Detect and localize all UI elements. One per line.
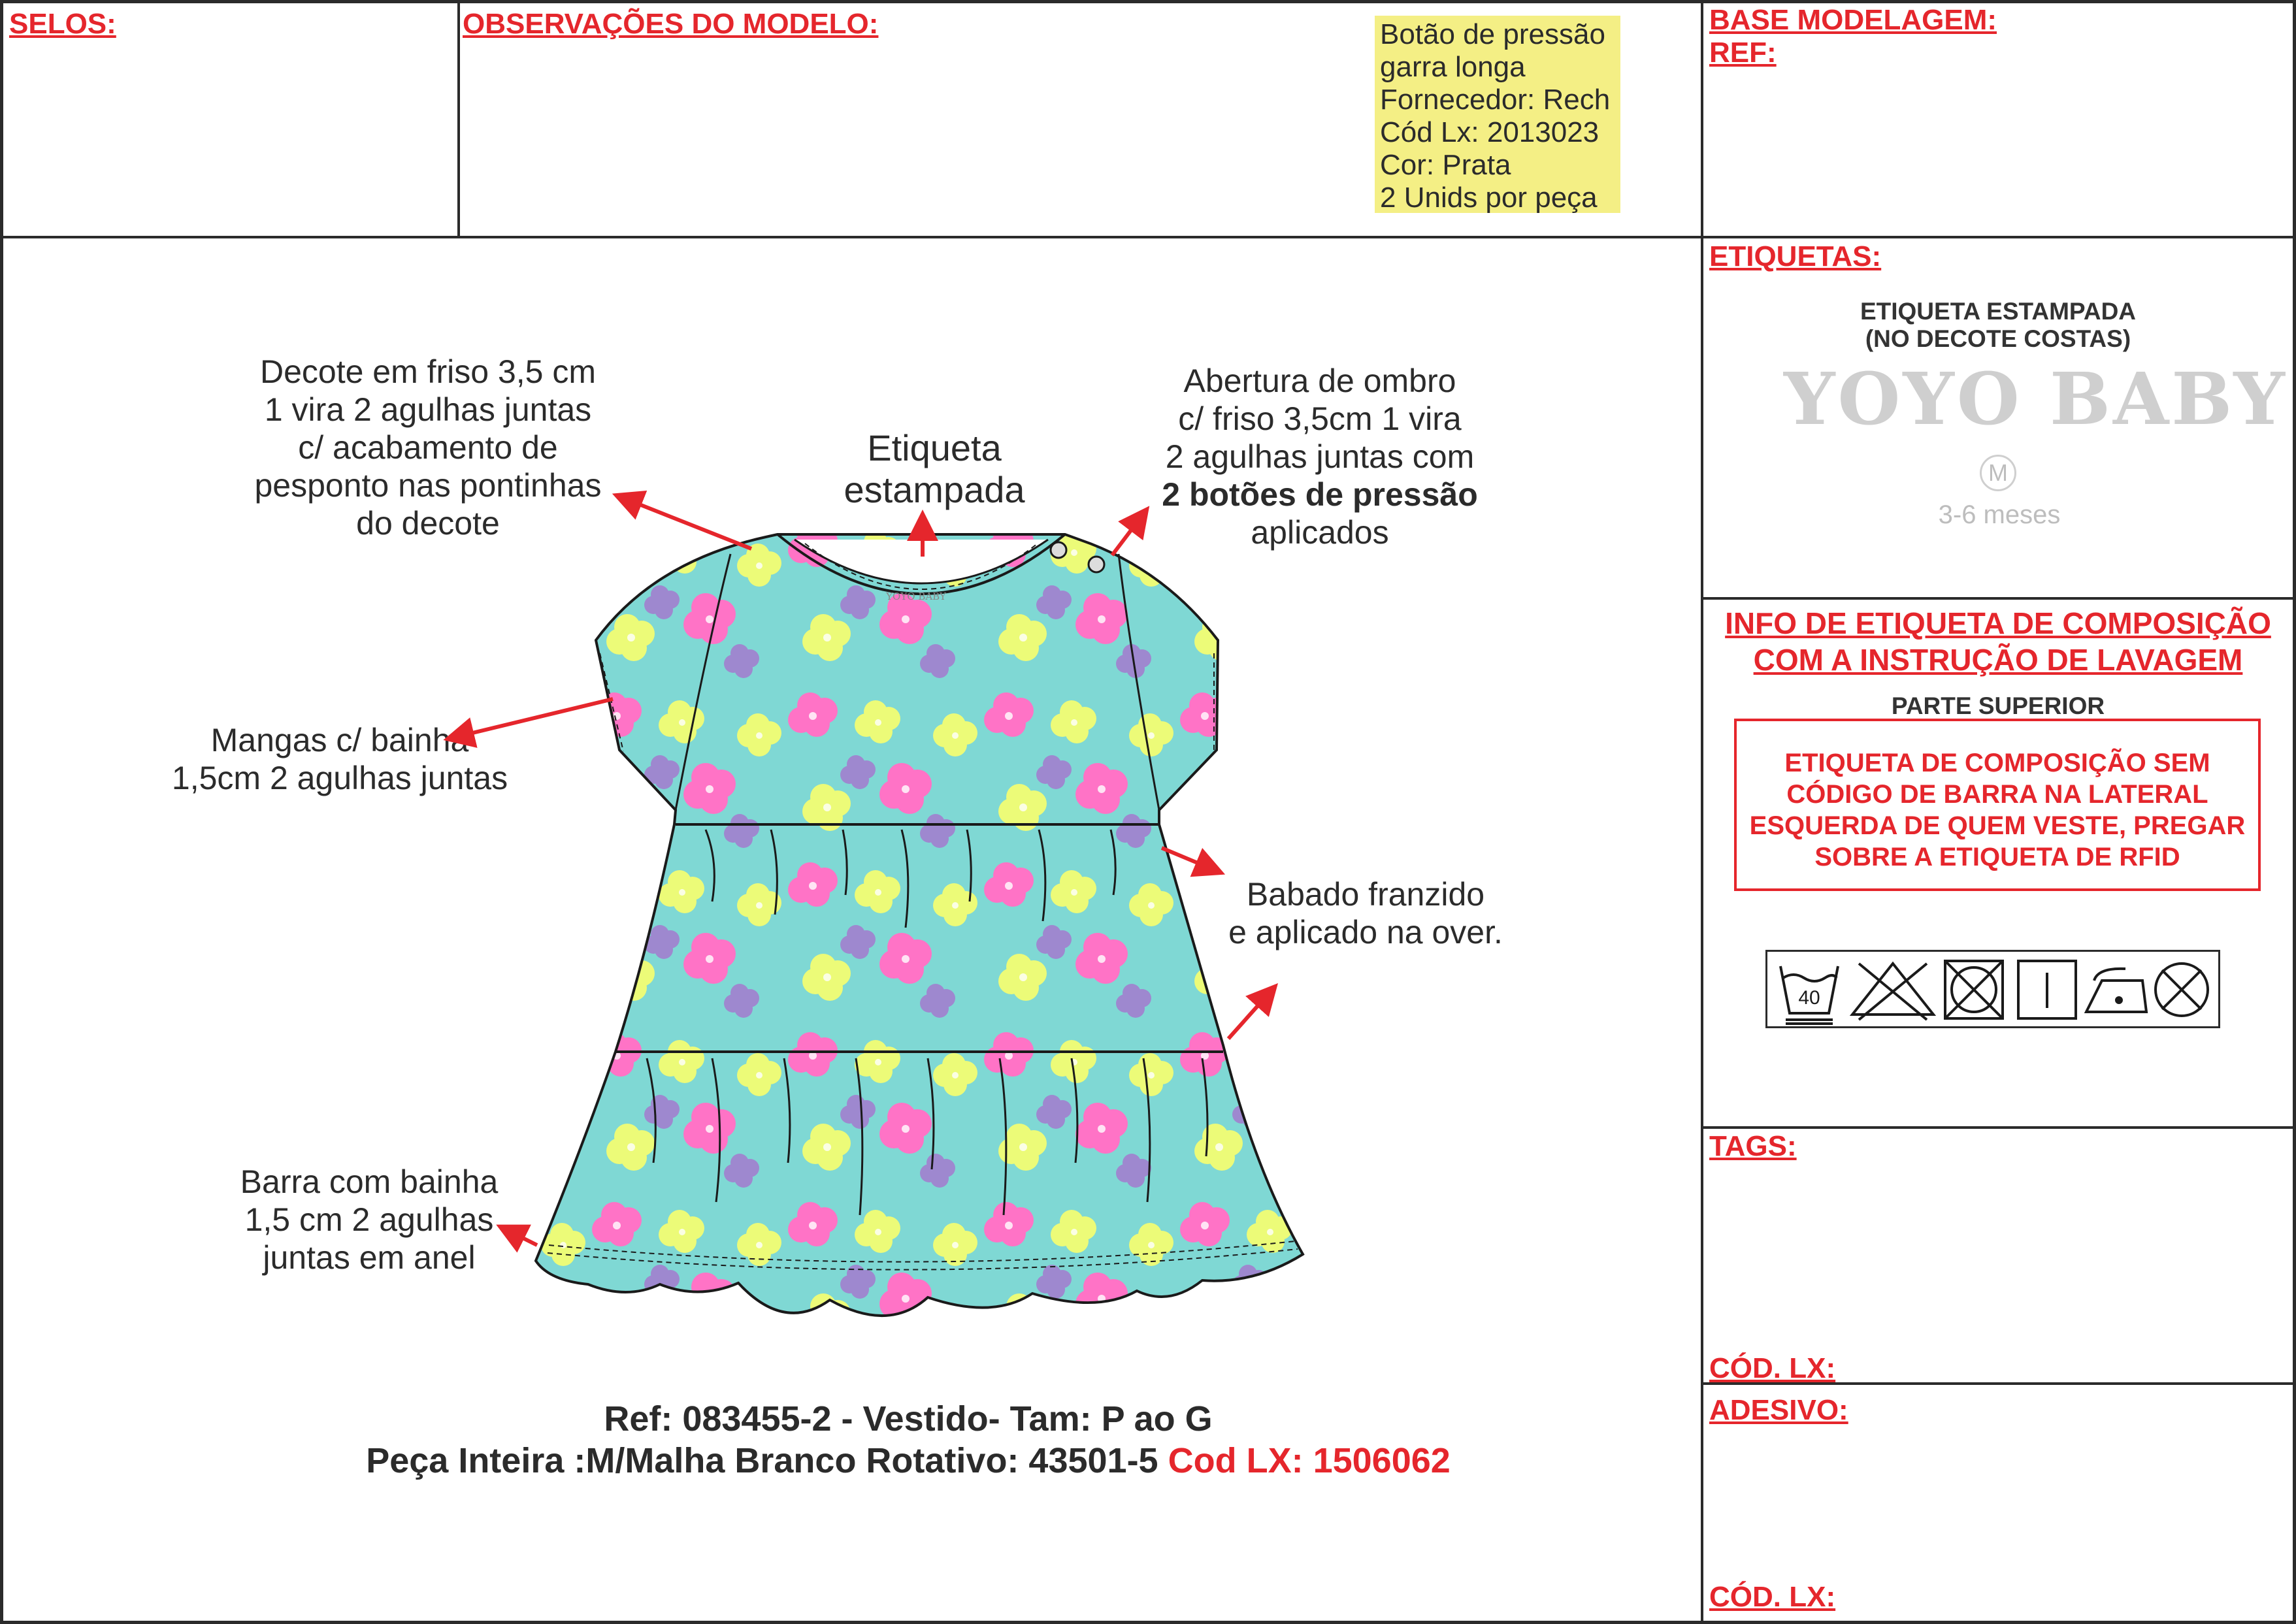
divider-composition — [1701, 1126, 2296, 1129]
barra-annotation: Barra com bainha 1,5 cm 2 agulhas juntas em anel — [240, 1163, 499, 1276]
footer-line-2: Peça Inteira :M/Malha Branco Rotativo: 43501-5 Cod LX: 1506062 — [366, 1441, 1451, 1480]
note-line: Botão de pressão — [1380, 18, 1605, 50]
iron-low-icon — [2086, 969, 2146, 1012]
snap-button-icon — [1089, 557, 1104, 572]
abertura-annotation: Abertura de ombro c/ friso 3,5cm 1 vira 2 agulhas juntas com 2 botões de pressão aplicados — [1162, 363, 1478, 551]
snap-button-icon — [1051, 542, 1066, 558]
ref-label: REF: — [1709, 37, 1777, 69]
tags-label: TAGS: — [1709, 1130, 1797, 1162]
no-bleach-icon — [1852, 964, 1933, 1020]
size-range: 3-6 meses — [1938, 500, 2061, 529]
footer-line-1: Ref: 083455-2 - Vestido- Tam: P ao G — [604, 1399, 1213, 1438]
note-line: garra longa — [1380, 51, 1526, 83]
wash-temp: 40 — [1798, 987, 1820, 1009]
selos-label: SELOS: — [9, 8, 116, 40]
composition-title: INFO DE ETIQUETA DE COMPOSIÇÃO COM A INSTRUÇÃO DE LAVAGEM — [1725, 606, 2271, 677]
border-bottom — [0, 1621, 2296, 1624]
etiquetas-label: ETIQUETAS: — [1709, 240, 1882, 272]
note-line: Fornecedor: Rech — [1380, 84, 1611, 116]
divider-etiquetas — [1701, 597, 2296, 600]
etiqueta-annotation: Etiqueta estampada — [844, 427, 1025, 510]
divider-right-panel — [1701, 0, 1703, 1624]
adesivo-label: ADESIVO: — [1709, 1394, 1848, 1426]
cod-lx-label-2: CÓD. LX: — [1709, 1581, 1836, 1613]
observacoes-label: OBSERVAÇÕES DO MODELO: — [463, 8, 879, 40]
base-modelagem-label: BASE MODELAGEM: — [1709, 4, 1997, 36]
size-letter: M — [1980, 455, 2016, 491]
no-dry-clean-icon — [2156, 964, 2208, 1016]
note-line: Cor: Prata — [1380, 149, 1511, 181]
neck-label: YOYO BABY — [886, 591, 946, 602]
brand-logo: YOYO BABY — [1784, 357, 2288, 441]
etiqueta-estampada-heading: ETIQUETA ESTAMPADA (NO DECOTE COSTAS) — [1860, 298, 2137, 352]
cod-lx-label-1: CÓD. LX: — [1709, 1352, 1836, 1384]
line-dry-icon — [2018, 961, 2076, 1018]
decote-annotation: Decote em friso 3,5 cm 1 vira 2 agulhas juntas c/ acabamento de pesponto nas pontinhas do decote — [254, 353, 602, 542]
babado-annotation: Babado franzido e aplicado na over. — [1228, 876, 1503, 950]
note-line: Cód Lx: 2013023 — [1380, 116, 1599, 148]
note-line: 2 Unids por peça — [1380, 182, 1598, 214]
parte-superior-label: PARTE SUPERIOR — [1891, 692, 2105, 719]
footer-ref — [0, 1398, 1816, 1482]
border-right — [2293, 0, 2296, 1624]
composition-warning-box: ETIQUETA DE COMPOSIÇÃO SEM CÓDIGO DE BARRA NA LATERAL ESQUERDA DE QUEM VESTE, PREGAR SOBRE A ETIQUETA DE RFID — [1734, 719, 2261, 891]
mangas-annotation: Mangas c/ bainha 1,5cm 2 agulhas juntas — [171, 722, 508, 796]
no-tumble-dry-icon — [1945, 961, 2003, 1018]
care-symbols — [1765, 950, 2220, 1028]
